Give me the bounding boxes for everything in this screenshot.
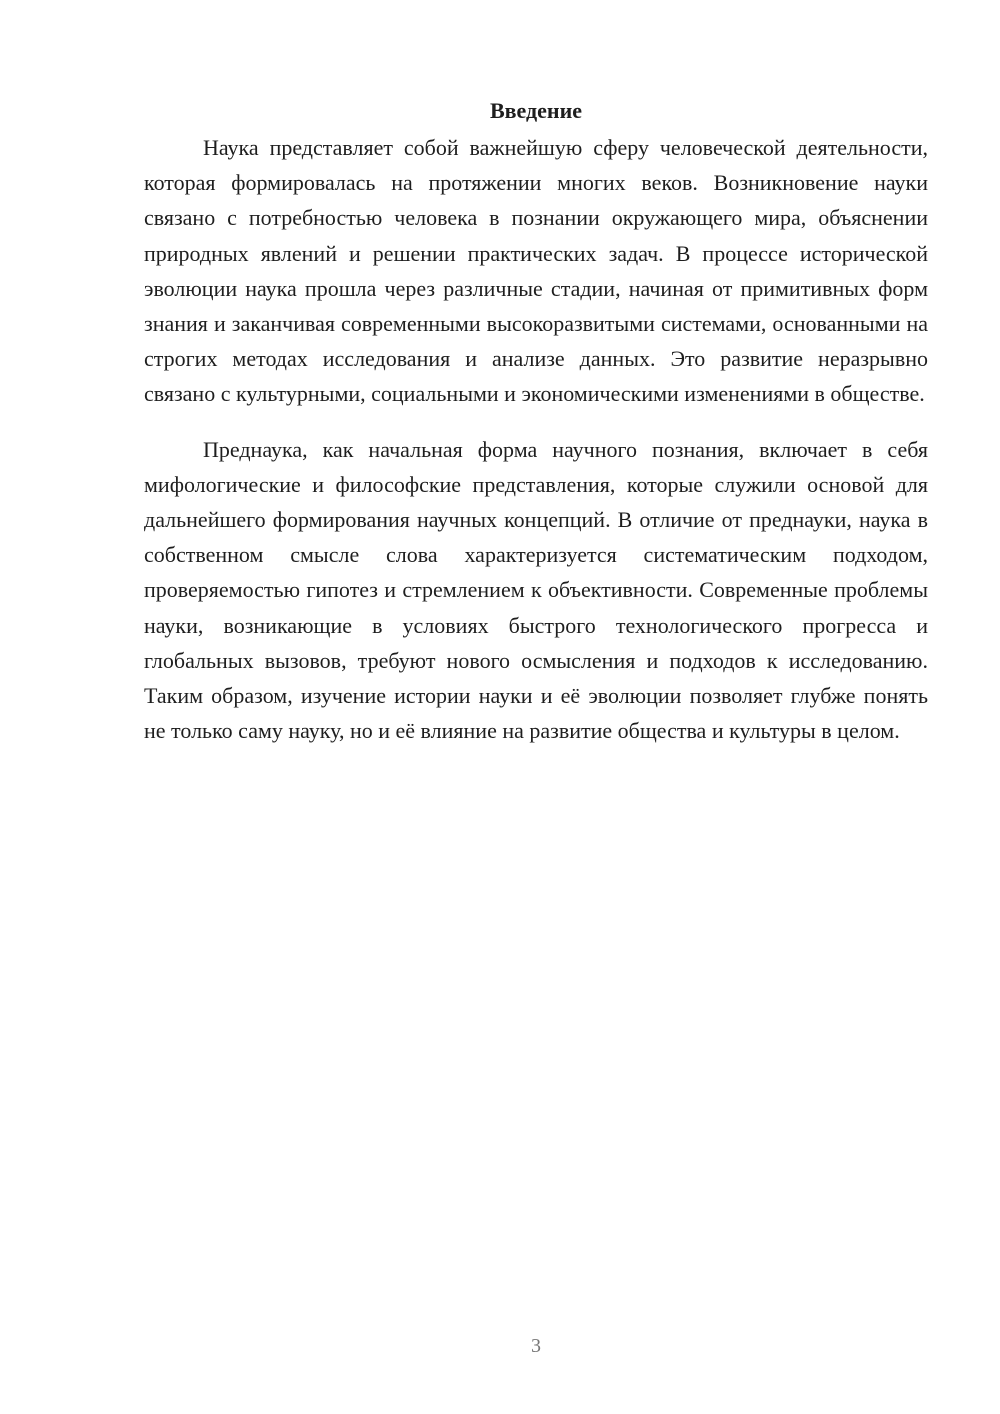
section-heading: Введение xyxy=(489,98,583,123)
page-number: 3 xyxy=(531,1335,541,1357)
paragraph-1: Наука представляет собой важнейшую сферу человеческой деятельности, которая формировалась на протяжении многих веков. Возникновение науки связано с потребностью человека в познании окружающего мира, объяснении природных явлений и решении практических задач. В процессе исторической эволюции наука прошла через различные стадии, начиная от примитивных форм знания и заканчивая современными высокоразвитыми системами, основанными на строгих методах исследования и анализе данных. Это развитие неразрывно связано с культурными, социальными и экономическими изменениями в обществе. xyxy=(144,135,928,407)
paragraph-2: Преднаука, как начальная форма научного познания, включает в себя мифологические и философские представления, которые служили основой для дальнейшего формирования научных концепций. В отличие от преднауки, наука в собственном смысле слова характеризуется систематическим подходом, проверяемостью гипотез и стремлением к объективности. Современные проблемы науки, возникающие в условиях быстрого технологического прогресса и глобальных вызовов, требуют нового осмысления и подходов к исследованию. Таким образом, изучение истории науки и её эволюции позволяет глубже понять не только саму науку, но и её влияние на развитие общества и культуры в целом. xyxy=(144,436,928,744)
text-block xyxy=(144,96,928,748)
